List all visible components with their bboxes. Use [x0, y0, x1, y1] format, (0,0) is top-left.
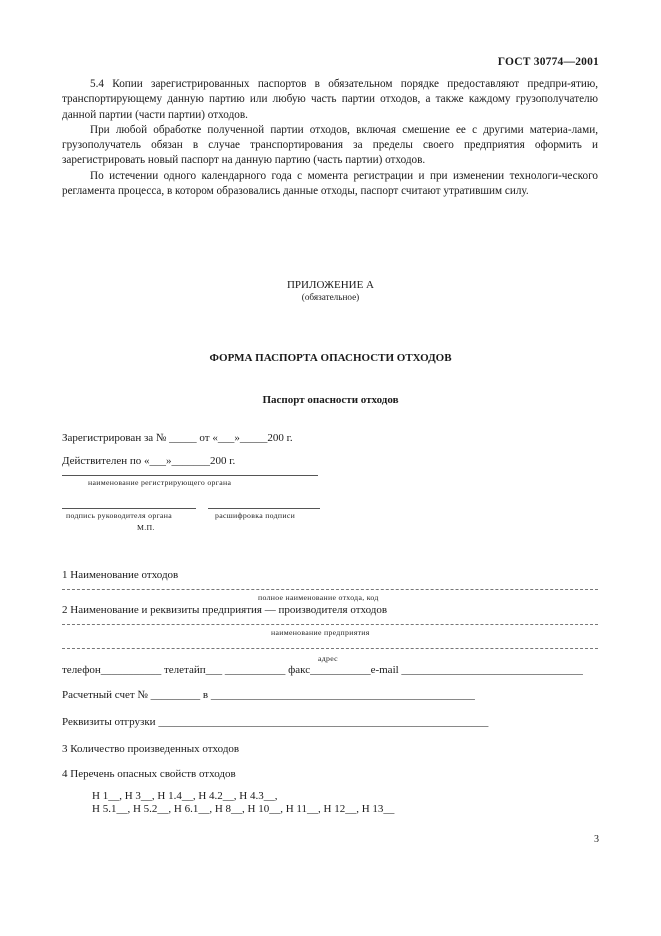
- paragraph-processing: При любой обработке полученной партии отходов, включая смешение ее с другими материа-лами, грузополучатель обязан в случае транспортирования за пределы своего предприятия оформить и зарегистрировать новый паспорт на данную партию (часть партии) отходов.: [62, 123, 598, 167]
- caption-authority: наименование регистрирующего органа: [88, 478, 232, 487]
- caption-decoding: расшифровка подписи: [215, 511, 296, 520]
- contacts-line: телефон___________ телетайп___ ___________ факс___________e-mail _________________________________: [62, 664, 583, 676]
- caption-address: адрес: [318, 654, 338, 663]
- signature-line: [62, 508, 196, 509]
- stamp-mark: М.П.: [137, 523, 155, 532]
- document-id: ГОСТ 30774—2001: [497, 56, 599, 68]
- hazard-codes-line-1: Н 1__, Н 3__, Н 1.4__, Н 4.2__, Н 4.3__,: [92, 790, 278, 802]
- item-2: 2 Наименование и реквизиты предприятия — производителя отходов: [62, 604, 388, 616]
- address-line: [62, 648, 598, 649]
- appendix-title: ПРИЛОЖЕНИЕ А: [286, 279, 374, 291]
- shipment-line: Реквизиты отгрузки ____________________________________________________________: [62, 716, 489, 728]
- validity-line: Действителен по «___»_______200 г.: [62, 455, 236, 467]
- hazard-codes-line-2: Н 5.1__, Н 5.2__, Н 6.1__, Н 8__, Н 10__, Н 11__, Н 12__, Н 13__: [92, 803, 395, 815]
- decoding-line: [208, 508, 320, 509]
- enterprise-line: [62, 624, 598, 625]
- caption-signature: подпись руководителя органа: [66, 511, 173, 520]
- passport-title: Паспорт опасности отходов: [262, 394, 399, 406]
- appendix-note: (обязательное): [301, 292, 360, 302]
- authority-line: [62, 475, 318, 476]
- page-number: 3: [594, 834, 599, 845]
- item-3: 3 Количество произведенных отходов: [62, 743, 240, 755]
- item-4: 4 Перечень опасных свойств отходов: [62, 768, 236, 780]
- body-text: [62, 77, 598, 199]
- bank-account-line: Расчетный счет № _________ в ________________________________________________: [62, 689, 475, 701]
- item-1: 1 Наименование отходов: [62, 569, 179, 581]
- paragraph-5-4: 5.4 Копии зарегистрированных паспортов в обязательном порядке предоставляют предпри-ятию, транспортирующему данную партию или любую часть партии отходов, а также каждому грузополучателю данной партии (части партии) отходов.: [62, 78, 598, 121]
- caption-waste-name: полное наименование отхода, код: [258, 593, 379, 602]
- paragraph-expiry: По истечении одного календарного года с момента регистрации и при изменении технологи-ческого регламента процесса, в котором образовались данные отходы, паспорт считают утратившим силу.: [62, 169, 598, 198]
- caption-enterprise: наименование предприятия: [271, 628, 370, 637]
- form-title: ФОРМА ПАСПОРТА ОПАСНОСТИ ОТХОДОВ: [209, 352, 452, 364]
- registration-line: Зарегистрирован за № _____ от «___»_____200 г.: [62, 432, 293, 444]
- waste-name-line: [62, 589, 598, 590]
